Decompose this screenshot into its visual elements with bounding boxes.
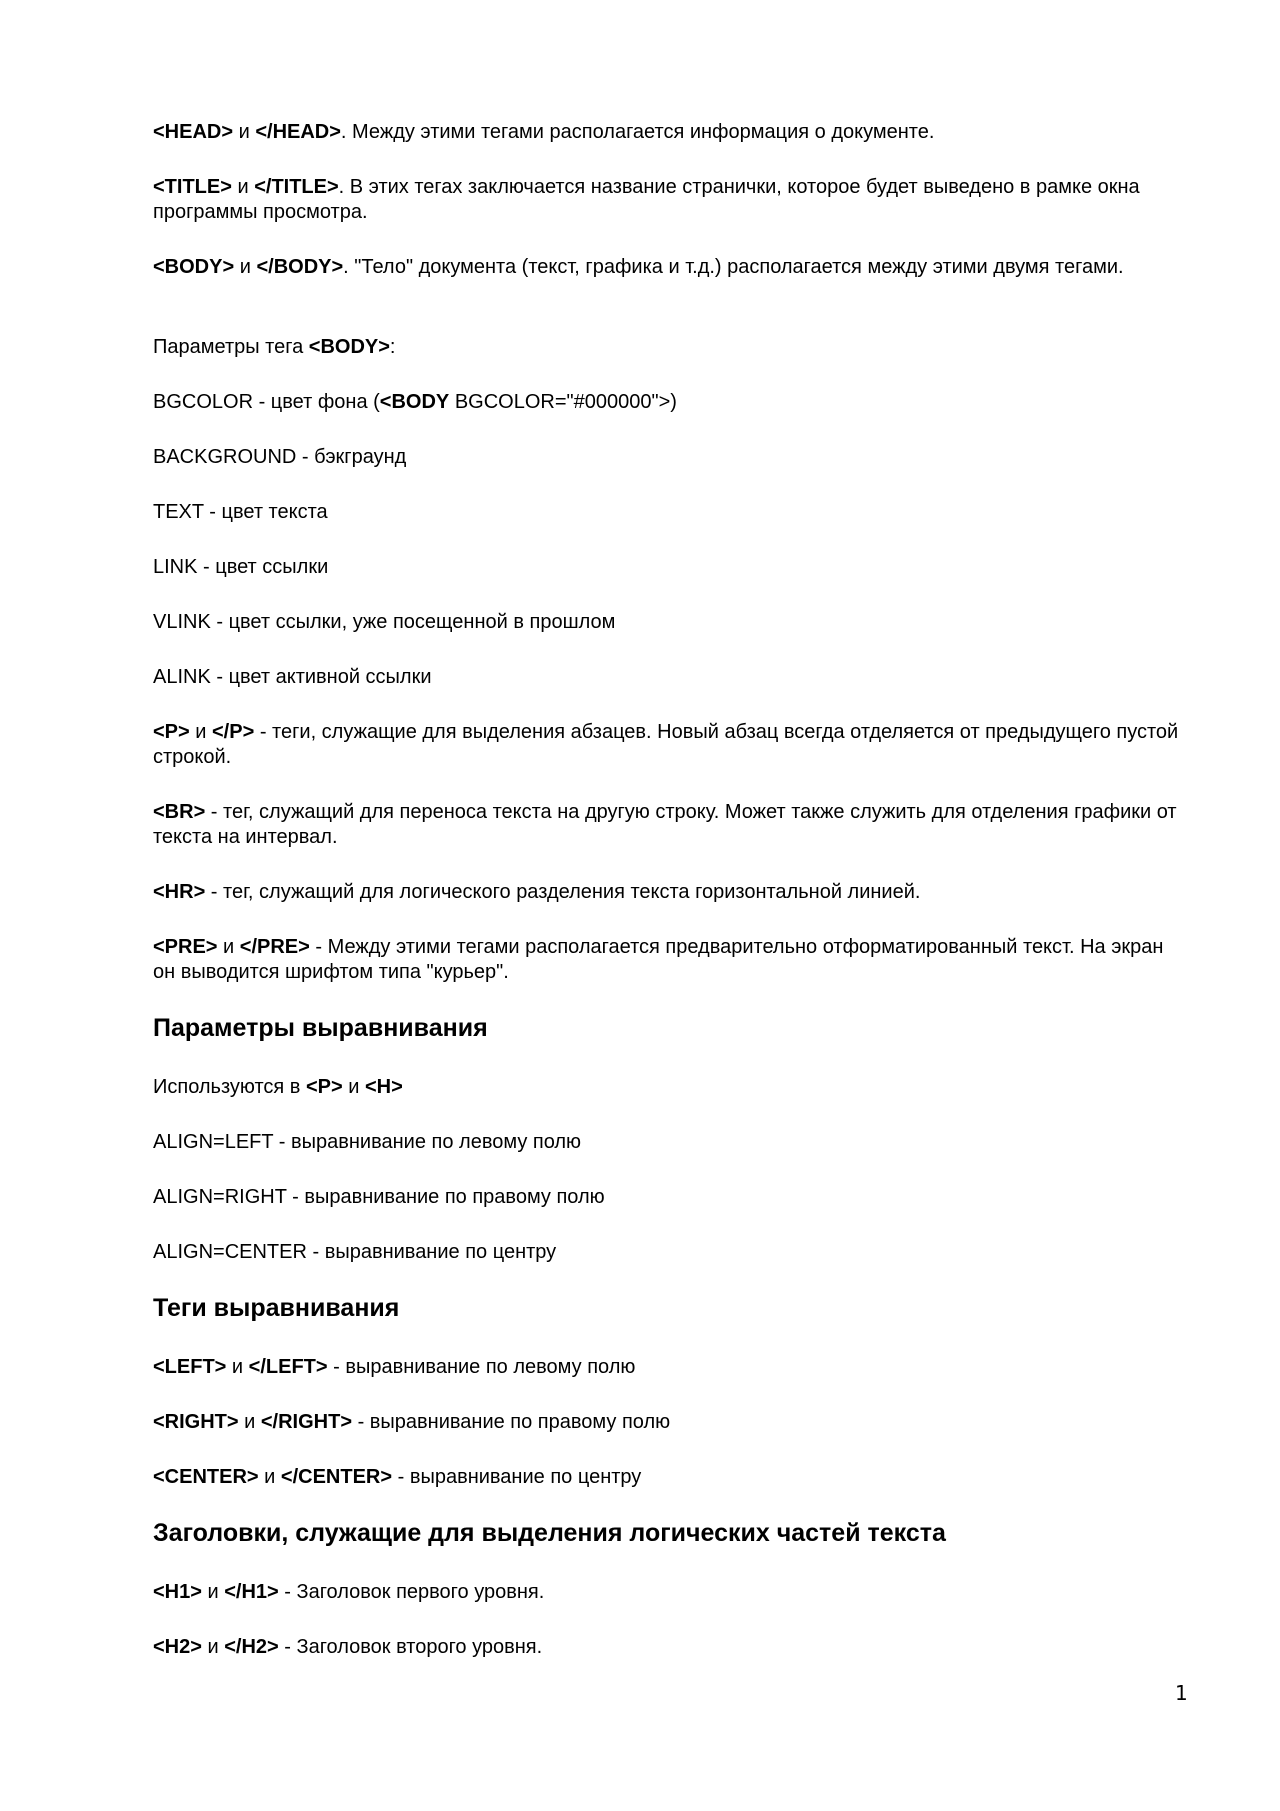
- tag-text: <H>: [365, 1076, 403, 1098]
- paragraph-align-right: ALIGN=RIGHT - выравнивание по правому полю: [153, 1186, 605, 1208]
- paragraph-title: <TITLE> и </TITLE>. В этих тегах заключается название странички, которое будет выведено в рамке окна программы просмотра.: [153, 176, 1140, 223]
- paragraph-alink: ALINK - цвет активной ссылки: [153, 666, 432, 688]
- heading-align-params: Параметры выравнивания: [153, 1014, 488, 1042]
- paragraph-vlink: VLINK - цвет ссылки, уже посещенной в прошлом: [153, 611, 616, 633]
- tag-text: </PRE>: [239, 936, 310, 958]
- tag-text: <PRE>: [153, 936, 218, 958]
- tag-text: </CENTER>: [280, 1466, 393, 1488]
- paragraph-h1-tag: <H1> и </H1> - Заголовок первого уровня.: [153, 1581, 545, 1603]
- paragraph-p-tag: <P> и </P> - теги, служащие для выделения абзацев. Новый абзац всегда отделяется от предыдущего пустой строкой.: [153, 721, 1179, 768]
- heading-align-tags: Теги выравнивания: [153, 1294, 400, 1322]
- tag-text: <BODY>: [153, 256, 235, 278]
- page-number: 1: [1175, 1681, 1188, 1705]
- tag-text: <P>: [153, 721, 190, 743]
- paragraph-align-left: ALIGN=LEFT - выравнивание по левому полю: [153, 1131, 582, 1153]
- tag-text: <LEFT>: [153, 1356, 227, 1378]
- tag-text: </BODY>: [256, 256, 344, 278]
- paragraph-align-center: ALIGN=CENTER - выравнивание по центру: [153, 1241, 557, 1263]
- tag-text: <BODY: [379, 391, 450, 413]
- paragraph-right-tag: <RIGHT> и </RIGHT> - выравнивание по правому полю: [153, 1411, 671, 1433]
- tag-text: <P>: [306, 1076, 343, 1098]
- tag-text: <CENTER>: [153, 1466, 259, 1488]
- paragraph-br-tag: <BR> - тег, служащий для переноса текста на другую строку. Может также служить для отделения графики от текста на интервал.: [153, 801, 1177, 848]
- tag-text: <BODY>: [308, 336, 390, 358]
- tag-text: </H1>: [224, 1581, 279, 1603]
- paragraph-bgcolor: BGCOLOR - цвет фона (<BODY BGCOLOR="#000000">): [153, 391, 677, 413]
- tag-text: <RIGHT>: [153, 1411, 239, 1433]
- paragraph-body: <BODY> и </BODY>. "Тело" документа (текст, графика и т.д.) располагается между этими двумя тегами.: [153, 256, 1124, 278]
- tag-text: <BR>: [153, 801, 206, 823]
- tag-text: </HEAD>: [255, 121, 341, 143]
- paragraph-h2-tag: <H2> и </H2> - Заголовок второго уровня.: [153, 1636, 543, 1658]
- paragraph-link: LINK - цвет ссылки: [153, 556, 329, 578]
- tag-text: <HEAD>: [153, 121, 234, 143]
- paragraph-used-in: Используются в <P> и <H>: [153, 1076, 403, 1098]
- tag-text: <H2>: [153, 1636, 202, 1658]
- paragraph-head: <HEAD> и </HEAD>. Между этими тегами располагается информация о документе.: [153, 121, 935, 143]
- paragraph-background: BACKGROUND - бэкграунд: [153, 446, 407, 468]
- tag-text: </TITLE>: [254, 176, 339, 198]
- tag-text: <H1>: [153, 1581, 202, 1603]
- paragraph-pre-tag: <PRE> и </PRE> - Между этими тегами располагается предварительно отформатированный текст. На экран он выводится шрифтом типа "курьер".: [153, 936, 1164, 983]
- tag-text: </LEFT>: [248, 1356, 328, 1378]
- tag-text: </P>: [212, 721, 255, 743]
- paragraph-center-tag: <CENTER> и </CENTER> - выравнивание по центру: [153, 1466, 642, 1488]
- paragraph-body-params: Параметры тега <BODY>:: [153, 336, 396, 358]
- paragraph-hr-tag: <HR> - тег, служащий для логического разделения текста горизонтальной линией.: [153, 881, 921, 903]
- tag-text: <HR>: [153, 881, 206, 903]
- paragraph-left-tag: <LEFT> и </LEFT> - выравнивание по левому полю: [153, 1356, 636, 1378]
- tag-text: <TITLE>: [153, 176, 232, 198]
- tag-text: </H2>: [224, 1636, 279, 1658]
- paragraph-text: TEXT - цвет текста: [153, 501, 328, 523]
- tag-text: </RIGHT>: [260, 1411, 353, 1433]
- heading-logical-headings: Заголовки, служащие для выделения логических частей текста: [153, 1519, 946, 1547]
